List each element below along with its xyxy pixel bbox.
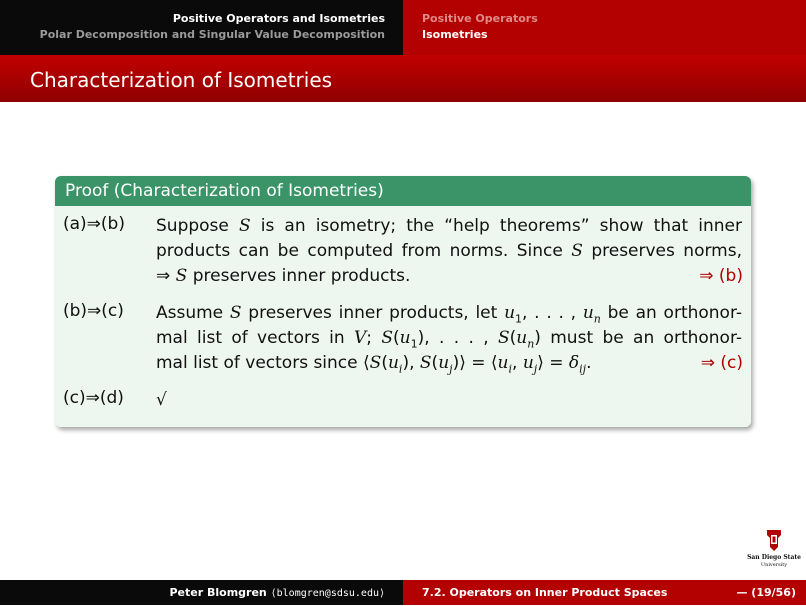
step-label-c-d: (c)⇒(d) (63, 388, 124, 408)
author-name: Peter Blomgren (169, 586, 267, 599)
frame-title: Characterization of Isometries (30, 68, 333, 92)
top-navigation-bar (0, 0, 806, 55)
sdsu-logo-icon (747, 528, 801, 568)
step-b-c-line-2: mal list of vectors in V; $S(u_1)$, . . . , $S(u_n)$ must be an orthonor- (156, 328, 742, 351)
page-number: — (19/56) (736, 586, 796, 599)
footer-bar (0, 580, 806, 605)
step-label-a-b: (a)⇒(b) (63, 214, 125, 234)
step-b-c-line-3: mal list of vectors since $⟨S(u_i)$, $S(u_j)⟩$ = $⟨u_i$, $u_j⟩ = \delta_{ij}$. (156, 353, 592, 376)
step-label-b-c: (b)⇒(c) (63, 301, 124, 321)
proof-block (55, 176, 751, 427)
footer-author (0, 580, 403, 605)
check-mark: √ (156, 390, 167, 410)
frame-title-bar (0, 55, 806, 102)
nav-section-current[interactable]: Positive Operators and Isometries (172, 12, 385, 25)
nav-subsection-current[interactable]: Isometries (422, 28, 488, 41)
step-a-b-line-2: products can be computed from norms. Since S preserves norms, (156, 241, 742, 261)
step-a-b-conclusion: ⇒ (b) (699, 266, 743, 286)
nav-section-other[interactable]: Polar Decomposition and Singular Value Decomposition (39, 28, 385, 41)
logo-line-1: San Diego State (747, 554, 801, 561)
logo-line-2: University (760, 562, 788, 568)
footer-section (403, 580, 806, 605)
proof-body (55, 206, 751, 427)
step-a-b-line-3: ⇒ S preserves inner products. (156, 266, 411, 286)
author-email: ⟨blomgren@sdsu.edu⟩ (270, 588, 385, 599)
section-navigation (0, 0, 403, 55)
step-b-c-conclusion: ⇒ (c) (700, 353, 743, 373)
nav-subsection-other[interactable]: Positive Operators (422, 12, 538, 25)
subsection-navigation (403, 0, 806, 55)
step-a-b-line-1: Suppose S is an isometry; the “help theorems” show that inner (156, 216, 742, 236)
proof-title: Proof (Characterization of Isometries) (55, 176, 751, 206)
footer-section-title: 7.2. Operators on Inner Product Spaces (422, 586, 668, 599)
step-b-c-line-1: Assume S preserves inner products, let $u_1$, . . . , $u_n$ be an orthonor- (156, 303, 742, 326)
university-logo (747, 528, 801, 568)
